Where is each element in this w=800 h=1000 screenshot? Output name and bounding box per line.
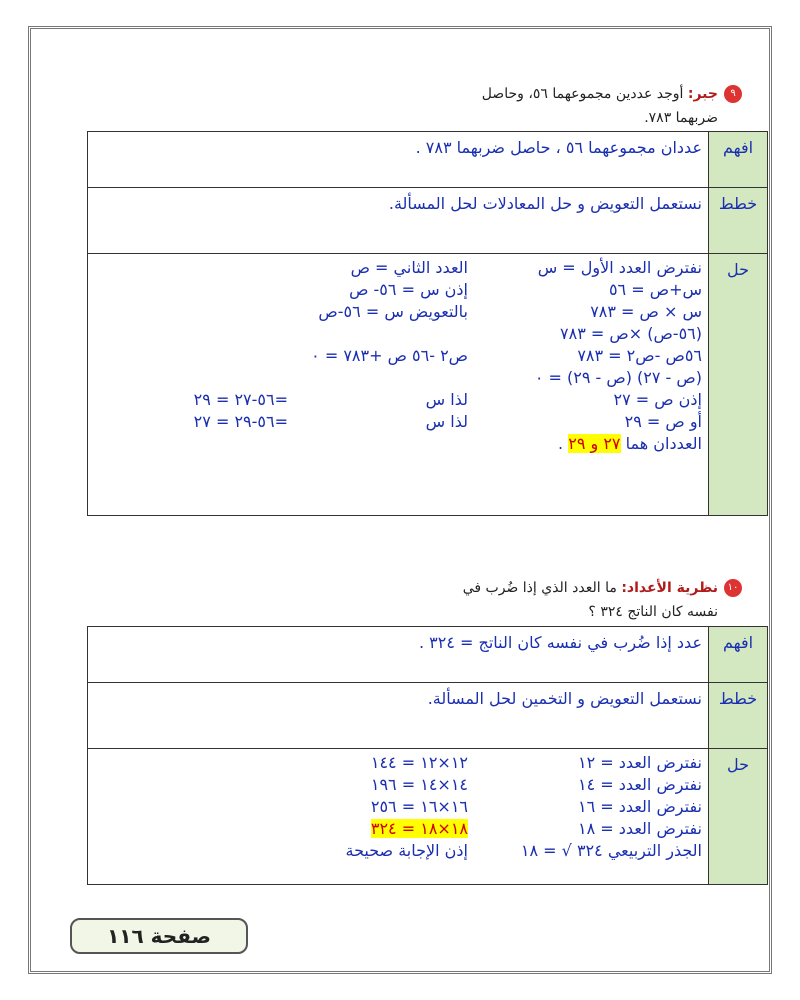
problem-keyword: نظرية الأعداد: <box>621 580 718 596</box>
step-text: (٥٦-ص) ×ص = ٧٨٣ <box>560 324 702 343</box>
problem-keyword: جبر: <box>687 86 718 102</box>
step-text-left: لذا س <box>425 412 468 431</box>
answer-line <box>558 434 702 453</box>
step-text: ٥٦ص -ص٢ = ٧٨٣ <box>577 346 702 365</box>
step-text: نفترض العدد = ١٤ <box>578 775 702 794</box>
problem-number-badge: ١٠ <box>724 579 742 597</box>
understand-cell <box>88 132 709 188</box>
understand-label: افهم <box>709 627 768 683</box>
step-text: نفترض العدد = ١٦ <box>578 797 702 816</box>
plan-cell <box>88 188 709 254</box>
plan-text: نستعمل التعويض و التخمين لحل المسألة. <box>427 689 702 708</box>
step-text-far: =٥٦-٢٧ = ٢٩ <box>193 390 288 409</box>
solve-cell <box>88 749 709 885</box>
plan-label: خطط <box>709 188 768 254</box>
step-text: س+ص = ٥٦ <box>608 280 702 299</box>
solution-table-2 <box>87 626 768 885</box>
understand-text: عدد إذا ضُرب في نفسه كان الناتج = ٣٢٤ . <box>418 633 702 652</box>
step-text-left: العدد الثاني = ص <box>350 258 468 277</box>
step-text-left: ١٢×١٢ = ١٤٤ <box>370 753 468 772</box>
step-text-left: إذن س = ٥٦- ص <box>349 280 468 299</box>
step-text: نفترض العدد الأول = س <box>537 258 702 277</box>
conclusion-text: إذن الإجابة صحيحة <box>345 841 468 860</box>
answer-value: ٢٧ و ٢٩ <box>568 434 621 453</box>
plan-cell <box>88 683 709 749</box>
solve-cell <box>88 254 709 516</box>
understand-text: عددان مجموعهما ٥٦ ، حاصل ضربهما ٧٨٣ . <box>415 138 702 157</box>
answer-prefix: العددان هما <box>625 434 702 453</box>
problem-2 <box>242 576 742 624</box>
problem-1 <box>242 82 742 130</box>
solution-table-1 <box>87 131 768 516</box>
problem-text-line2: نفسه كان الناتج ٣٢٤ ؟ <box>588 604 718 620</box>
understand-label: افهم <box>709 132 768 188</box>
step-text: نفترض العدد = ١٢ <box>578 753 702 772</box>
step-text: أو ص = ٢٩ <box>624 412 702 431</box>
step-text: نفترض العدد = ١٨ <box>578 819 702 838</box>
step-text: إذن ص = ٢٧ <box>613 390 702 409</box>
problem-text: ما العدد الذي إذا ضُرب في <box>462 580 617 596</box>
step-text: س × ص = ٧٨٣ <box>590 302 702 321</box>
step-text: (ص - ٢٧) (ص - ٢٩) = ٠ <box>534 368 702 387</box>
root-text: الجذر التربيعي ٣٢٤ √ = ١٨ <box>520 841 702 860</box>
step-text-left: ١٦×١٦ = ٢٥٦ <box>370 797 468 816</box>
step-text-left: بالتعويض س = ٥٦-ص <box>318 302 468 321</box>
solve-label: حل <box>709 254 768 516</box>
plan-text: نستعمل التعويض و حل المعادلات لحل المسألة. <box>388 194 702 213</box>
page-number-label: صفحة ١١٦ <box>70 918 248 954</box>
step-text-left: ص٢ -٥٦ ص +٧٨٣ = ٠ <box>311 346 468 365</box>
problem-number-badge: ٩ <box>724 85 742 103</box>
understand-cell <box>88 627 709 683</box>
plan-label: خطط <box>709 683 768 749</box>
step-text-left-highlight: ١٨×١٨ = ٣٢٤ <box>370 819 468 838</box>
problem-text: أوجد عددين مجموعهما ٥٦، وحاصل <box>481 86 684 102</box>
step-text-left: لذا س <box>425 390 468 409</box>
step-text-left: ١٤×١٤ = ١٩٦ <box>370 775 468 794</box>
answer-suffix: . <box>558 434 564 453</box>
step-text-far: =٥٦-٢٩ = ٢٧ <box>193 412 288 431</box>
solve-label: حل <box>709 749 768 885</box>
problem-text-line2: ضربهما ٧٨٣. <box>644 110 718 126</box>
